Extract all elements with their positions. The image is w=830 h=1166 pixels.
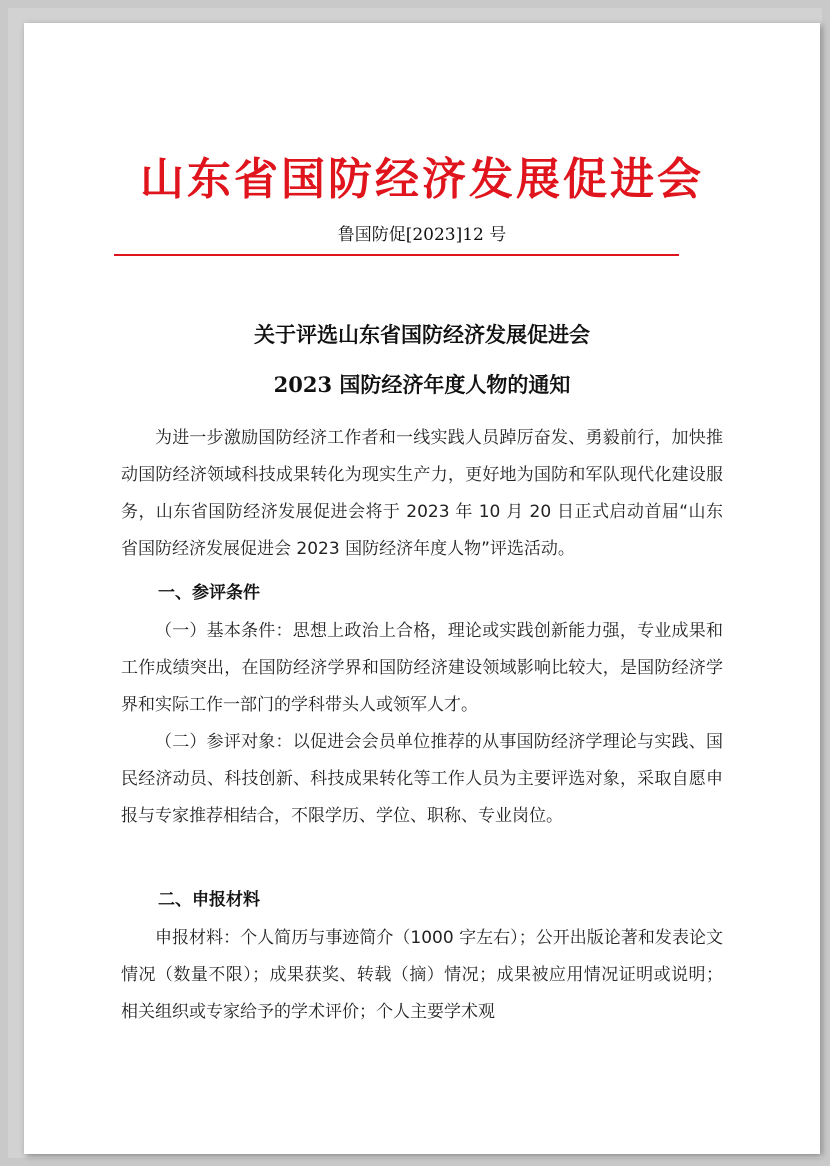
document-page — [24, 23, 820, 1154]
section-1-title: 一、参评条件 — [158, 583, 260, 603]
section-1-item-1: （一）基本条件：思想上政治上合格，理论或实践创新能力强，专业成果和工作成绩突出，在国防经济学界和国防经济建设领域影响比较大，是国防经济学界和实际工作一部门的学科带头人或领军人才。 — [121, 621, 723, 715]
section-1-item-2: （二）参评对象：以促进会会员单位推荐的从事国防经济学理论与实践、国民经济动员、科技创新、科技成果转化等工作人员为主要评选对象，采取自愿申报与专家推荐相结合，不限学历、学位、职称、专业岗位。 — [121, 732, 723, 826]
document-number: 鲁国防促[2023]12 号 — [337, 225, 507, 245]
intro-paragraph: 为进一步激励国防经济工作者和一线实践人员踔厉奋发、勇毅前行，加快推动国防经济领域科技成果转化为现实生产力，更好地为国防和军队现代化建设服务，山东省国防经济发展促进会将于 2023 年 10 月 20 日正式启动首届“山东省国防经济发展促进会 2023 国防经济年度人物”评选活动。 — [121, 428, 723, 559]
section-2-title: 二、申报材料 — [158, 890, 260, 910]
letterhead-divider — [114, 254, 679, 256]
section-2-paragraph: 申报材料：个人简历与事迹简介（1000 字左右）；公开出版论著和发表论文情况（数量不限）；成果获奖、转载（摘）情况；成果被应用情况证明或说明；相关组织或专家给予的学术评价；个人主要学术观 — [121, 928, 723, 1022]
notice-heading-line-2: 2023 国防经济年度人物的通知 — [273, 372, 571, 397]
letterhead-title: 山东省国防经济发展促进会 — [140, 154, 704, 205]
notice-heading-line-1: 关于评选山东省国防经济发展促进会 — [254, 322, 590, 347]
